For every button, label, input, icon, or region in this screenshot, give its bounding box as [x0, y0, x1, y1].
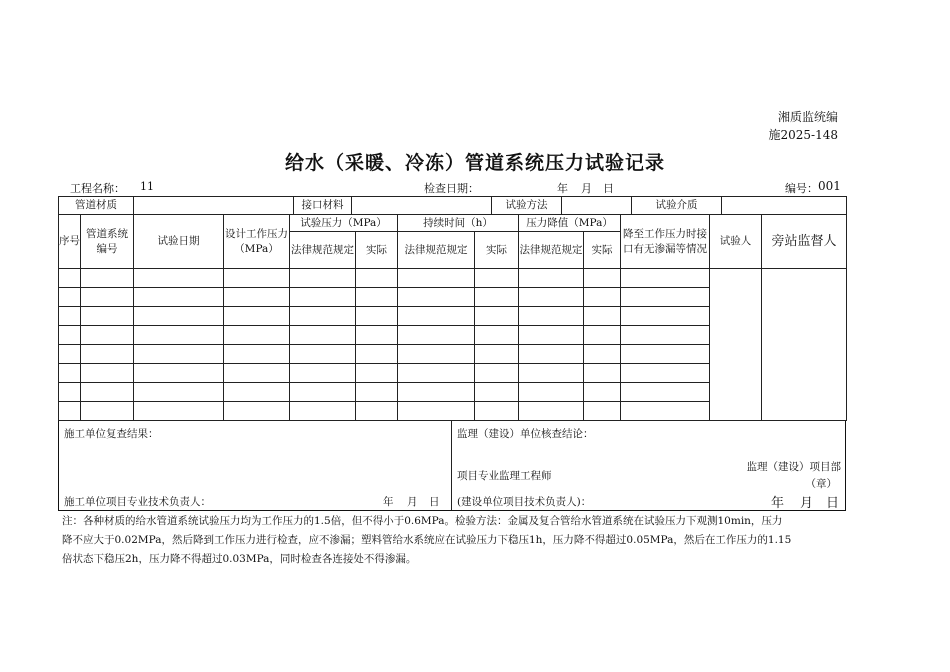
supervision-sign-year: 年	[771, 496, 785, 511]
test-method-field[interactable]	[562, 197, 632, 215]
contractor-sign-month: 月	[407, 496, 418, 508]
col-system-no: 管道系统编号	[81, 215, 134, 269]
date-day: 日	[603, 182, 614, 195]
material-info-table	[58, 196, 847, 215]
col-drop-spec: 法律规范规定	[519, 232, 584, 269]
supervision-dept-label: 监理（建设）项目部	[746, 461, 841, 473]
contractor-sign-day: 日	[429, 496, 440, 508]
pressure-test-table	[58, 214, 847, 421]
col-duration: 持续时间（h）	[398, 215, 519, 232]
joint-material-field[interactable]	[352, 197, 492, 215]
test-medium-field[interactable]	[722, 197, 847, 215]
col-test-pressure-spec: 法律规范规定	[290, 232, 356, 269]
col-supervisor: 旁站监督人	[762, 215, 847, 269]
form-number-value[interactable]: 001	[818, 179, 841, 193]
col-pressure-drop: 压力降值（MPa）	[519, 215, 621, 232]
supervision-sign-day: 日	[826, 496, 840, 511]
note-line-2: 降不应大于0.02MPa，然后降到工作压力进行检查，应不渗漏；塑料管给水系统应在试验压力下稳压1h，压力降不得超过0.05MPa，然后在工作压力的1.15	[62, 534, 792, 546]
form-serial-code: 施2025-148	[768, 128, 838, 142]
joint-material-label: 接口材料	[294, 197, 352, 215]
pipe-material-label: 管道材质	[59, 197, 134, 215]
contractor-result-label: 施工单位复查结果：	[64, 428, 159, 440]
date-month: 月	[581, 182, 592, 195]
table-row	[59, 269, 847, 288]
conclusion-divider	[451, 421, 452, 510]
conclusion-section	[58, 421, 846, 511]
col-test-pressure: 试验压力（MPa）	[290, 215, 398, 232]
note-line-3: 倍状态下稳压2h，压力降不得超过0.03MPa，同时检查各连接处不得渗漏。	[62, 553, 417, 565]
supervision-result-label: 监理（建设）单位核查结论：	[457, 428, 594, 440]
form-number-label: 编号：	[785, 182, 818, 195]
contractor-sign-year: 年	[383, 496, 394, 508]
date-year: 年	[557, 182, 568, 195]
supervisor-field[interactable]	[762, 269, 847, 421]
owner-tech-lead-label: (建设单位项目技术负责人)：	[457, 496, 592, 508]
test-medium-label: 试验介质	[632, 197, 722, 215]
col-duration-actual: 实际	[475, 232, 519, 269]
project-name-value[interactable]: 11	[140, 180, 154, 193]
project-engineer-label: 项目专业监理工程师	[457, 470, 552, 482]
pipe-material-field[interactable]	[134, 197, 294, 215]
col-seq: 序号	[59, 215, 81, 269]
project-name-label: 工程名称：	[70, 182, 125, 195]
contractor-tech-lead-label: 施工单位项目专业技术负责人：	[64, 496, 211, 508]
supervision-sign-month: 月	[800, 496, 814, 511]
page-title: 给水（采暖、冷冻）管道系统压力试验记录	[284, 152, 665, 174]
check-date-label: 检查日期：	[424, 182, 479, 195]
col-drop-actual: 实际	[584, 232, 621, 269]
seal-label: （章）	[805, 478, 837, 490]
note-line-1: 注：各种材质的给水管道系统试验压力均为工作压力的1.5倍，但不得小于0.6MPa。检验方法：金属及复合管给水管道系统在试验压力下观测10min，压力	[62, 515, 783, 527]
col-test-pressure-actual: 实际	[356, 232, 398, 269]
col-leak-check: 降至工作压力时接口有无渗漏等情况	[621, 215, 710, 269]
col-duration-spec: 法律规范规定	[398, 232, 475, 269]
tester-field[interactable]	[710, 269, 762, 421]
test-method-label: 试验方法	[492, 197, 562, 215]
col-design-pressure: 设计工作压力（MPa）	[224, 215, 290, 269]
col-tester: 试验人	[710, 215, 762, 269]
form-category-code: 湘质监统编	[777, 110, 838, 124]
col-test-date: 试验日期	[134, 215, 224, 269]
